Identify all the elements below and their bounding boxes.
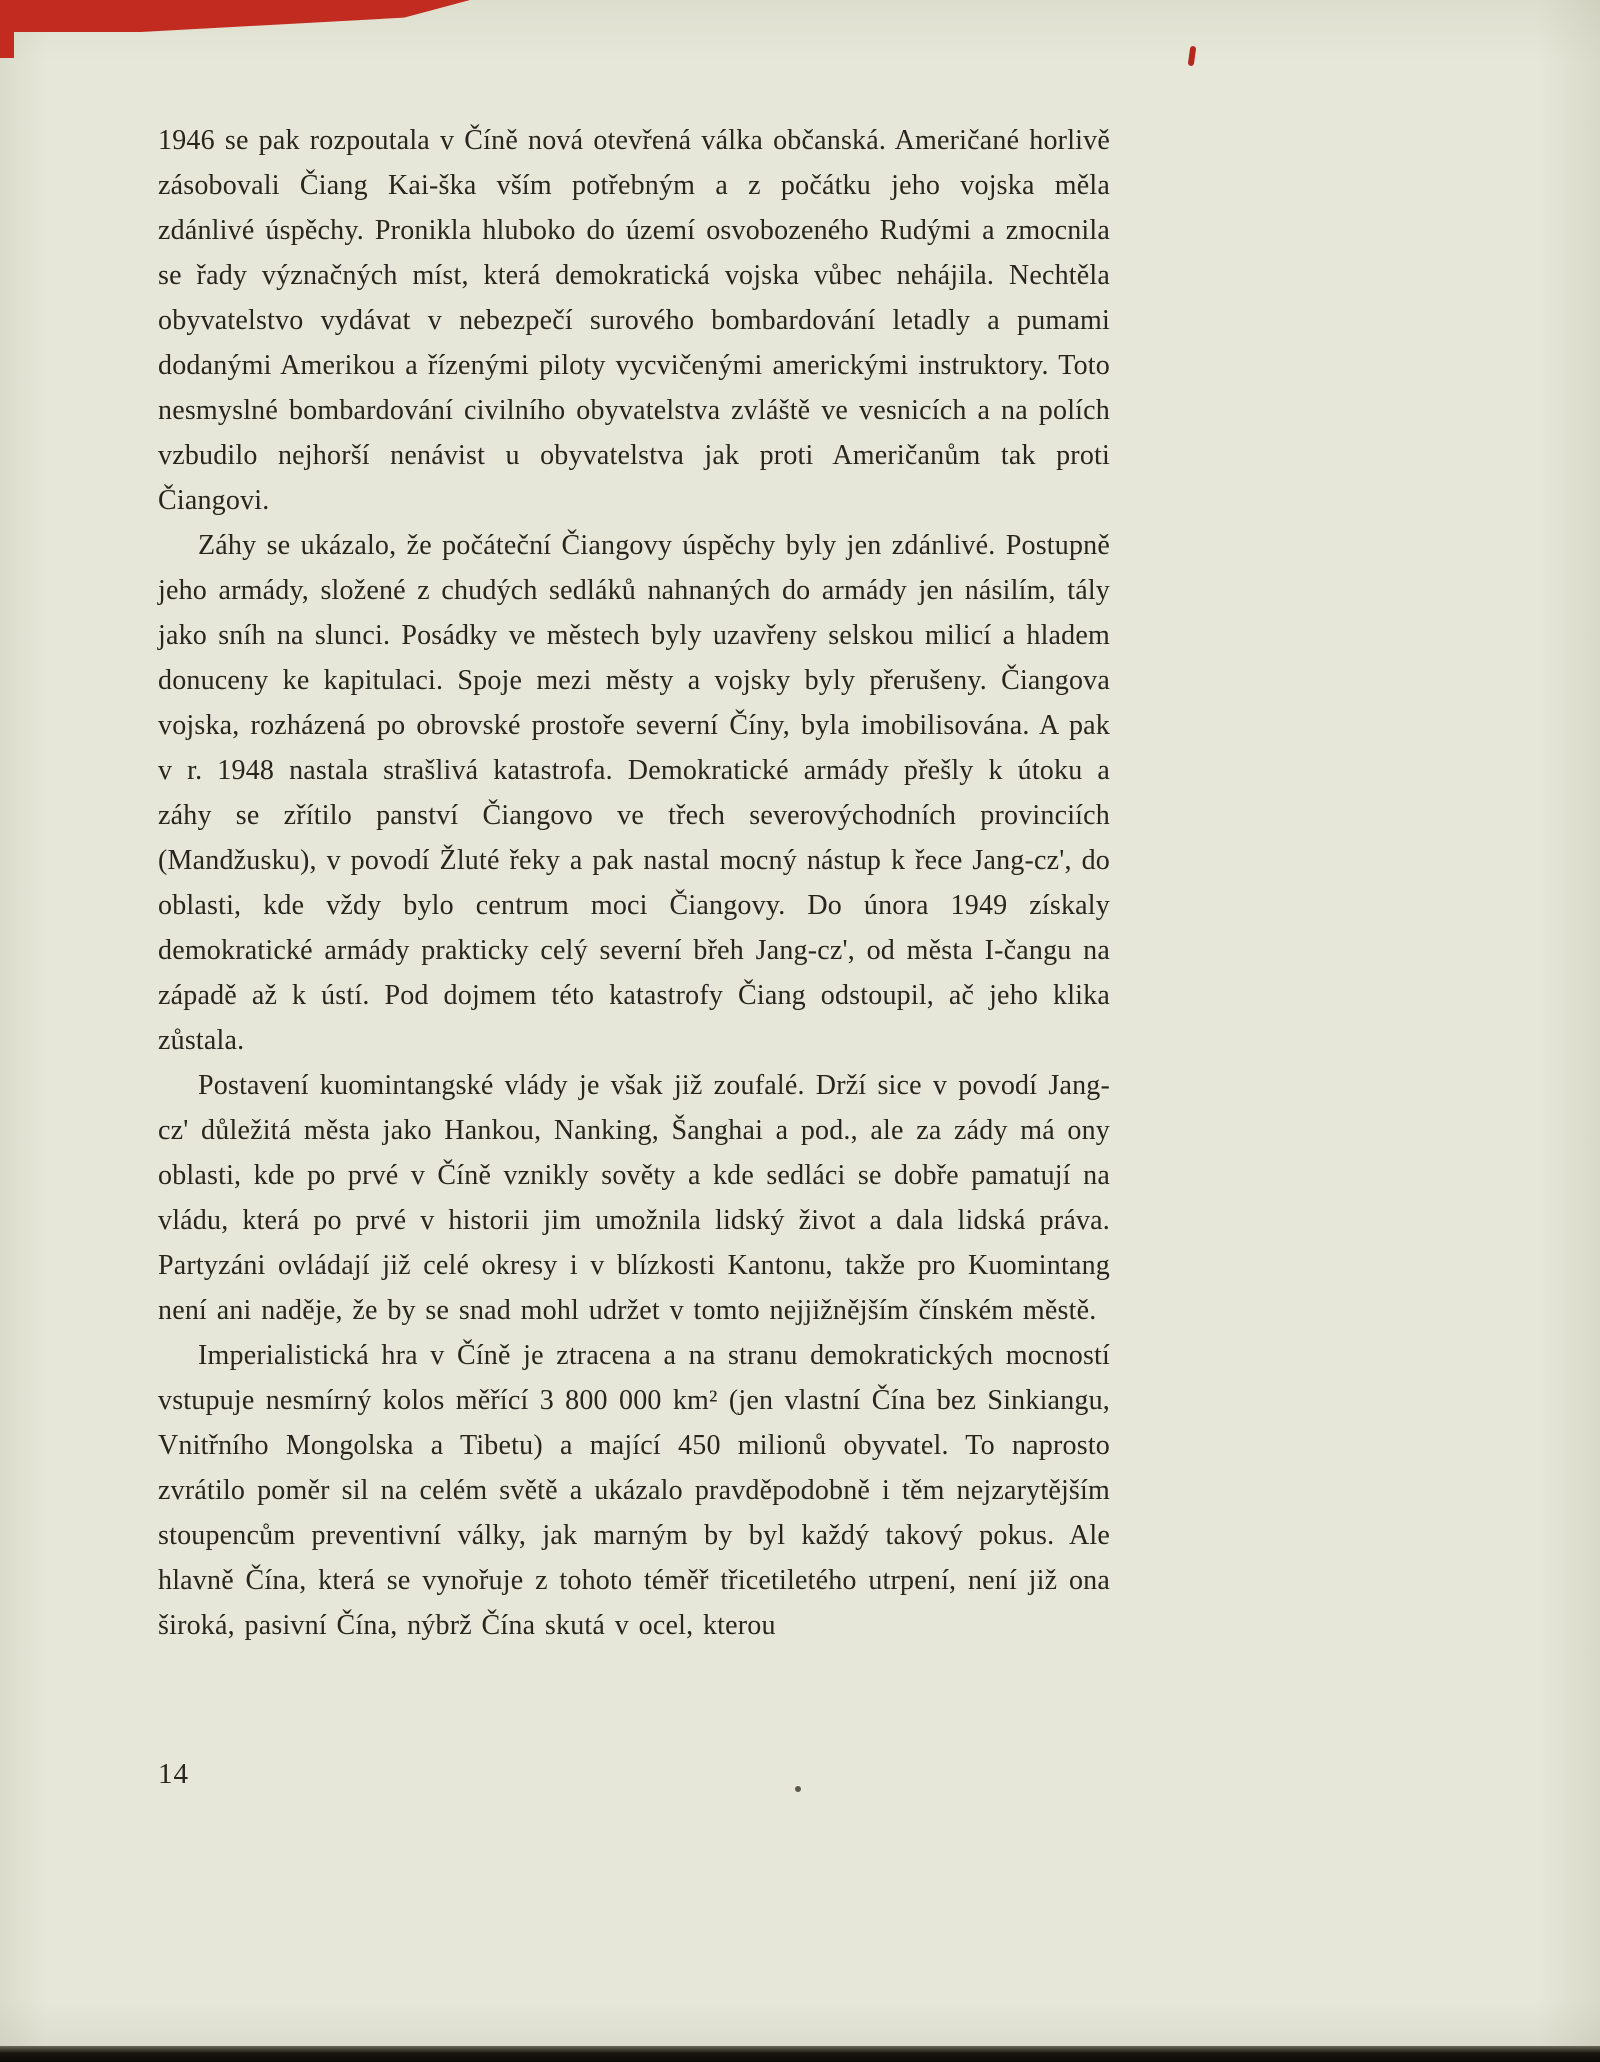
scan-artifact-red-top: [0, 0, 470, 32]
scan-artifact-red-left: [0, 0, 14, 58]
scan-artifact-dot: [795, 1786, 801, 1792]
scan-edge-bottom: [0, 2046, 1600, 2062]
paragraph: Záhy se ukázalo, že počáteční Čiangovy úspěchy byly jen zdánlivé. Postupně jeho armády, složené z chudých sedláků nahnaných do armády jen násilím, tály jako sníh na slunci. Posádky ve městech byly uzavřeny selskou milicí a hladem donuceny ke kapitulaci. Spoje mezi městy a vojsky byly přerušeny. Čiangova vojska, rozházená po obrovské prostoře severní Číny, byla imobilisována. A pak v r. 1948 nastala strašlivá katastrofa. Demokratické armády přešly k útoku a záhy se zřítilo panství Čiangovo ve třech severovýchodních provinciích (Mandžusku), v povodí Žluté řeky a pak nastal mocný nástup k řece Jang-cz', do oblasti, kde vždy bylo centrum moci Čiangovy. Do února 1949 získaly demokratické armády prakticky celý severní břeh Jang-cz', od města I-čangu na západě až k ústí. Pod dojmem této katastrofy Čiang odstoupil, ač jeho klika zůstala.: [158, 530, 1110, 1056]
paragraph: 1946 se pak rozpoutala v Číně nová otevřená válka občanská. Američané horlivě zásobovali Čiang Kai-ška vším potřebným a z počátku jeho vojska měla zdánlivé úspěchy. Pronikla hluboko do území osvobozeného Rudými a zmocnila se řady význačných míst, která demokratická vojska vůbec nehájila. Nechtěla obyvatelstvo vydávat v nebezpečí surového bombardování letadly a pumami dodanými Amerikou a řízenými piloty vycvičenými americkými instruktory. Toto nesmyslné bombardování civilního obyvatelstva zvláště ve vesnicích a na polích vzbudilo nejhorší nenávist u obyvatelstva jak proti Američanům tak proti Čiangovi.: [158, 125, 1110, 516]
scan-artifact-red-speck: [1188, 46, 1197, 67]
paragraph: Postavení kuomintangské vlády je však již zoufalé. Drží sice v povodí Jang-cz' důležitá města jako Hankou, Nanking, Šanghai a pod., ale za zády má ony oblasti, kde po prvé v Číně vznikly sověty a kde sedláci se dobře pamatují na vládu, která po prvé v historii jim umožnila lidský život a dala lidská práva. Partyzáni ovládají již celé okresy i v blízkosti Kantonu, takže pro Kuomintang není ani naděje, že by se snad mohl udržet v tomto nejjižnějším čínském městě.: [158, 1070, 1110, 1326]
paragraph: Imperialistická hra v Číně je ztracena a na stranu demokratických mocností vstupuje nesmírný kolos měřící 3 800 000 km² (jen vlastní Čína bez Sinkiangu, Vnitřního Mongolska a Tibetu) a mající 450 milionů obyvatel. To naprosto zvrátilo poměr sil na celém světě a ukázalo pravděpodobně i těm nejzarytějším stoupencům preventivní války, jak marným by byl každý takový pokus. Ale hlavně Čína, která se vynořuje z tohoto téměř třicetiletého utrpení, není již ona široká, pasivní Čína, nýbrž Čína skutá v ocel, kterou: [158, 1340, 1110, 1641]
body-text: [158, 118, 1110, 1648]
page-number: 14: [158, 1758, 189, 1790]
